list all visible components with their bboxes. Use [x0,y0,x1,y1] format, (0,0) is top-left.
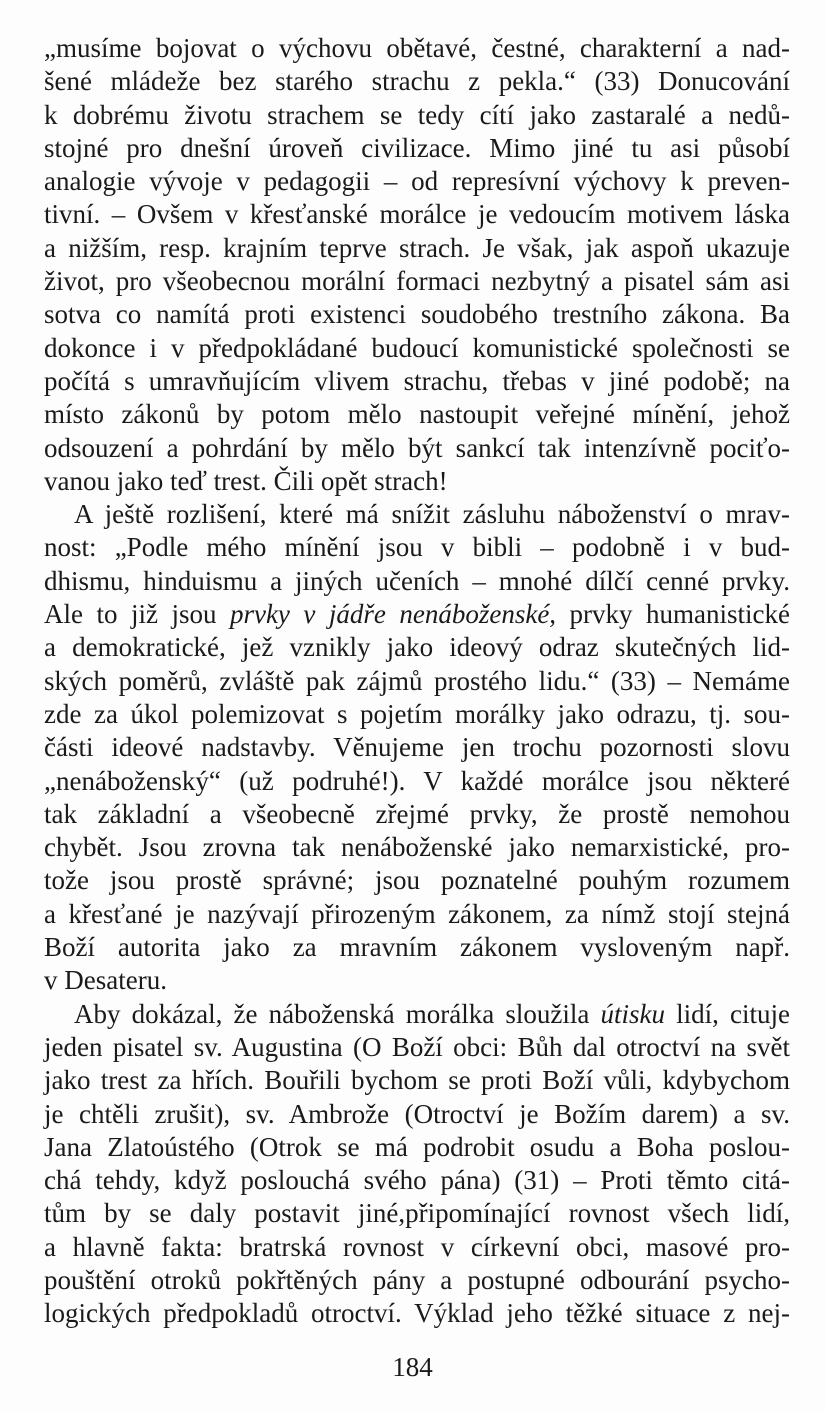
text-segment: k dobrému životu strachem se tedy cítí jako zastaralé a nedů- [44,99,790,130]
text-segment: A ještě rozlišení, které má snížit zásluhu náboženství o mrav- [74,499,790,530]
text-segment: šené mládeže bez starého strachu z pekla.“ (33) Donucování [44,66,790,97]
text-segment: Boží autorita jako za mravním zákonem vysloveným např. [44,932,790,963]
text-line [44,265,790,298]
text-segment: tivní. – Ovšem v křesťanské morálce je vedoucím motivem láska [44,199,790,230]
text-line [44,1264,790,1297]
text-line [44,531,790,564]
text-line [44,1131,790,1164]
text-segment: chá tehdy, když poslouchá svého pána) (31) – Proti těmto citá- [44,1165,790,1196]
text-line [44,398,790,431]
text-segment: sotva co namítá proti existenci soudobého trestního zákona. Ba [44,299,790,330]
text-segment: je chtěli zrušit), sv. Ambrože (Otroctví je Božím darem) a sv. [44,1098,790,1129]
text-line [44,631,790,664]
text-line [44,99,790,132]
text-line [44,465,790,498]
text-segment: tak základní a všeobecně zřejmé prvky, že prostě nemohou [44,798,790,829]
text-line [44,698,790,731]
text-line [44,931,790,964]
text-line [44,498,790,531]
text-segment: odsouzení a pohrdání by mělo být sankcí tak intenzívně pociťo- [44,432,790,463]
text-line [44,964,790,997]
text-segment: pouštění otroků pokřtěných pány a postupné odbourání psycho- [44,1264,790,1295]
text-segment: život, pro všeobecnou morální formaci nezbytný a pisatel sám asi [44,266,790,297]
text-segment: počítá s umravňujícím vlivem strachu, třebas v jiné podobě; na [44,365,790,396]
paragraph [44,498,790,997]
text-segment: místo zákonů by potom mělo nastoupit veřejné mínění, jehož [44,399,790,430]
text-line [44,332,790,365]
text-segment: „musíme bojovat o výchovu obětavé, čestné, charakterní a nad- [44,33,790,63]
text-segment: a hlavně fakta: bratrská rovnost v církevní obci, masové pro- [44,1231,790,1262]
page-number: 184 [392,1352,433,1382]
text-line [44,898,790,931]
text-line [44,1297,790,1330]
text-line [44,1197,790,1230]
text-line [44,432,790,465]
text-segment: chybět. Jsou zrovna tak nenáboženské jako nemarxistické, pro- [44,832,790,863]
paragraph [44,32,790,498]
text-line [44,665,790,698]
text-segment: stojné pro dnešní úroveň civilizace. Mimo jiné tu asi působí [44,132,790,163]
text-line [44,598,790,631]
text-segment: jeden pisatel sv. Augustina (O Boží obci: Bůh dal otroctví na svět [44,1031,790,1062]
text-line [44,365,790,398]
text-line [44,232,790,265]
text-segment: ských poměrů, zvláště pak zájmů prostého lidu.“ (33) – Nemáme [44,665,790,696]
text-line [44,864,790,897]
text-line [44,32,790,65]
text-line [44,1031,790,1064]
text-segment: lidí, cituje [664,998,790,1029]
text-segment: Aby dokázal, že náboženská morálka sloužila [74,998,601,1029]
text-segment: vanou jako teď trest. Čili opět strach! [44,465,448,496]
text-line [44,298,790,331]
text-segment: prvky humanistické [556,599,790,630]
text-line [44,765,790,798]
text-line [44,132,790,165]
text-segment: tože jsou prostě správné; jsou poznatelné pouhým rozumem [44,865,790,896]
text-segment: dhismu, hinduismu a jiných učeních – mnohé dílčí cenné prvky. [44,565,790,596]
text-line [44,731,790,764]
text-segment: a křesťané je nazývají přirozeným zákonem, za nímž stojí stejná [44,898,790,929]
text-segment: jako trest za hřích. Bouřili bychom se proti Boží vůli, kdybychom [44,1065,790,1096]
text-segment: analogie vývoje v pedagogii – od represívní výchovy k preven- [44,166,790,197]
text-segment: zde za úkol polemizovat s pojetím morálky jako odrazu, tj. sou- [44,698,790,729]
text-segment: dokonce i v předpokládané budoucí komunistické společnosti se [44,332,790,363]
text-line [44,1098,790,1131]
text-line [44,1164,790,1197]
text-segment: Jana Zlatoústého (Otrok se má podrobit osudu a Boha poslou- [44,1131,790,1162]
text-segment: v Desateru. [44,965,167,996]
text-line [44,1064,790,1097]
text-line [44,998,790,1031]
text-line [44,165,790,198]
text-line [44,65,790,98]
text-line [44,798,790,831]
text-segment: logických předpokladů otroctví. Výklad jeho těžké situace z nej- [44,1298,790,1329]
text-segment: nost: „Podle mého mínění jsou v bibli – podobně i v bud- [44,532,790,563]
text-line [44,831,790,864]
text-segment: a nižším, resp. krajním teprve strach. Je však, jak aspoň ukazuje [44,232,790,263]
text-segment: Ale to již jsou [44,599,230,630]
italic-text: prvky v jádře nenáboženské, [229,599,557,630]
paragraph [44,998,790,1331]
text-segment: „nenáboženský“ (už podruhé!). V každé morálce jsou některé [44,765,790,796]
text-line [44,198,790,231]
italic-text: útisku [600,998,665,1029]
text-segment: části ideové nadstavby. Věnujeme jen trochu pozornosti slovu [44,732,790,763]
text-line [44,1231,790,1264]
text-line [44,565,790,598]
text-segment: a demokratické, jež vznikly jako ideový odraz skutečných lid- [44,632,790,663]
body-text [44,32,790,1331]
text-segment: tům by se daly postavit jiné,připomínající rovnost všech lidí, [44,1198,790,1229]
